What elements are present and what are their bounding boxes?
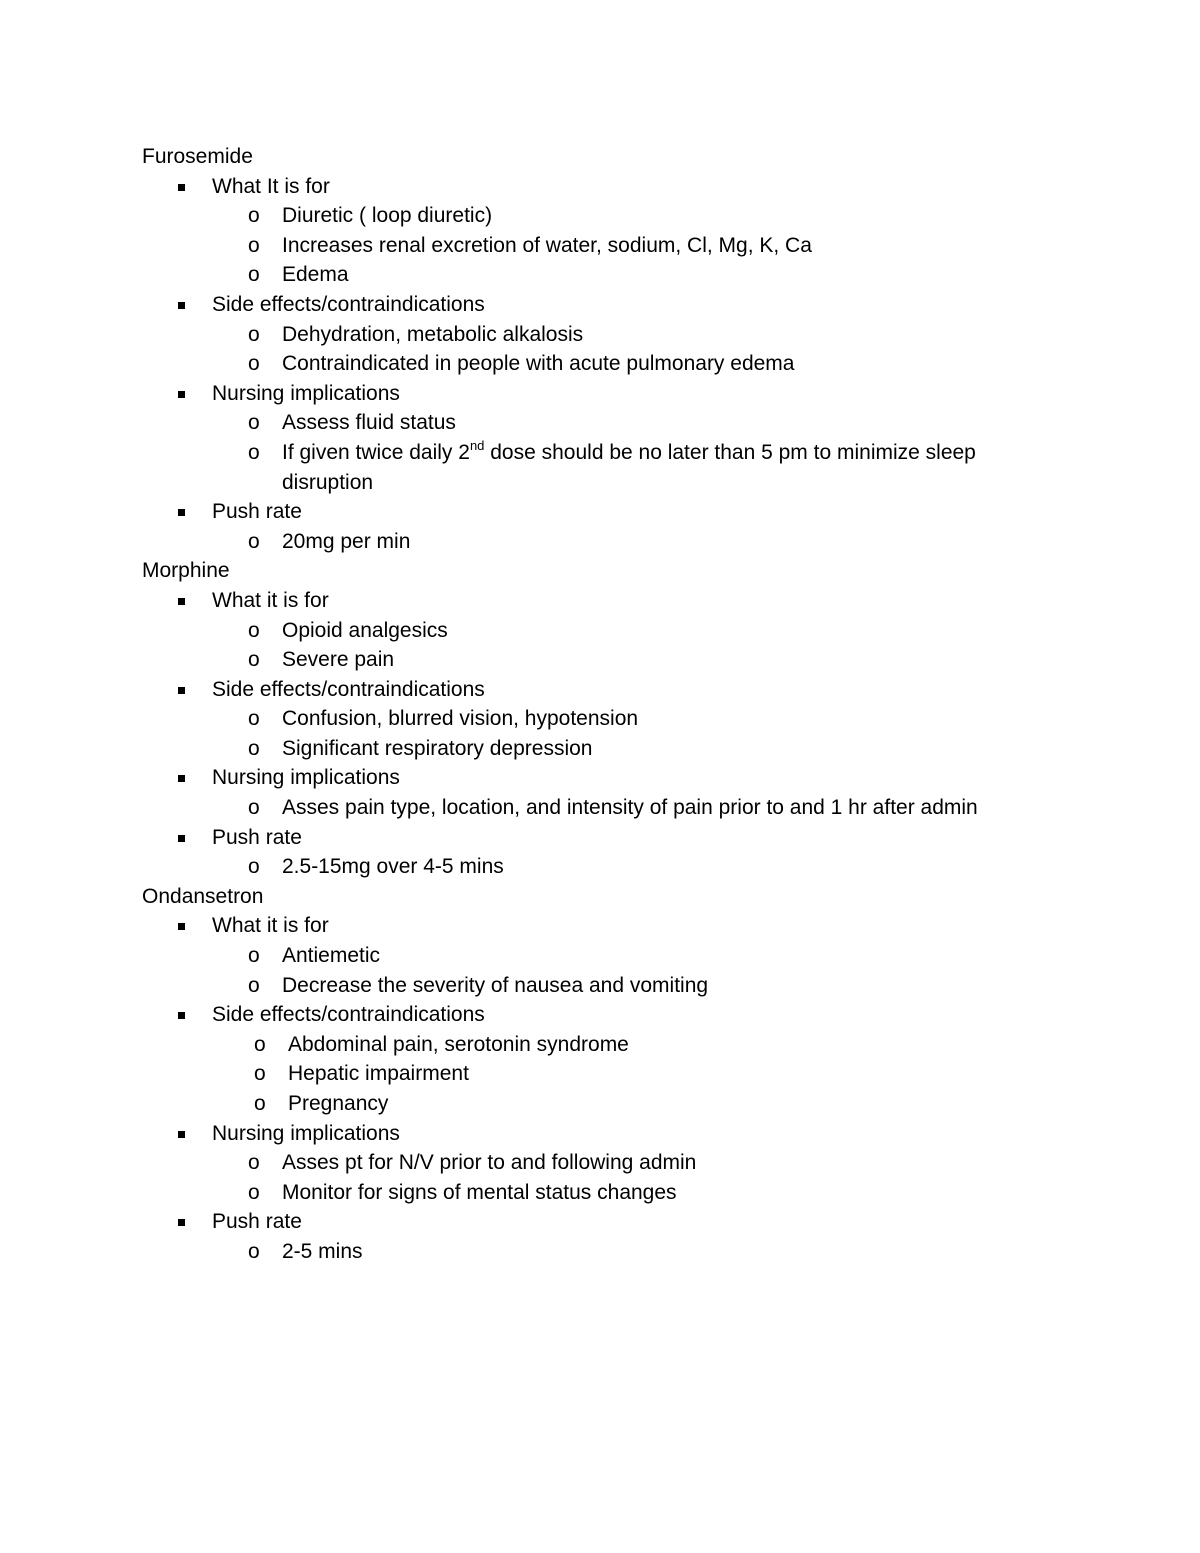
- square-bullet-icon: [178, 687, 185, 694]
- list-item: o 20mg per min: [142, 527, 1102, 557]
- list-item: o Edema: [142, 260, 1102, 290]
- circle-bullet-icon: o: [248, 1180, 260, 1204]
- circle-bullet-icon: o: [248, 1239, 260, 1263]
- list-item: o Severe pain: [142, 645, 1102, 675]
- list-item: o Antiemetic: [142, 941, 1102, 971]
- circle-bullet-icon: o: [248, 411, 260, 435]
- document-content: [142, 142, 1102, 1267]
- circle-bullet-icon: o: [248, 204, 260, 228]
- list-item: o Contraindicated in people with acute pulmonary edema: [142, 349, 1102, 379]
- list-item: o Asses pt for N/V prior to and following admin: [142, 1148, 1102, 1178]
- square-bullet-icon: [178, 923, 185, 930]
- drug-title-ondansetron: Ondansetron: [142, 884, 264, 908]
- circle-bullet-icon: o: [248, 796, 260, 820]
- circle-bullet-icon: o: [248, 944, 260, 968]
- square-bullet-icon: [178, 302, 185, 309]
- section-heading: Push rate: [142, 1207, 1102, 1237]
- drug-title-furosemide: Furosemide: [142, 145, 253, 168]
- list-item: o Pregnancy: [142, 1089, 1102, 1119]
- circle-bullet-icon: o: [248, 618, 260, 642]
- square-bullet-icon: [178, 775, 185, 782]
- square-bullet-icon: [178, 598, 185, 605]
- square-bullet-icon: [178, 1131, 185, 1138]
- circle-bullet-icon: o: [254, 1032, 266, 1056]
- circle-bullet-icon: o: [254, 1062, 266, 1086]
- square-bullet-icon: [178, 509, 185, 516]
- section-heading: Nursing implications: [142, 763, 1102, 793]
- section-heading: What It is for: [142, 172, 1102, 202]
- square-bullet-icon: [178, 184, 185, 191]
- section-heading: Nursing implications: [142, 1119, 1102, 1149]
- list-item-dose-timing: o If given twice daily 2nd dose should be no later than 5 pm to minimize sleep disruption: [248, 437, 976, 494]
- circle-bullet-icon: o: [248, 529, 260, 553]
- list-item: o 2.5-15mg over 4-5 mins: [142, 852, 1102, 882]
- list-item: o Significant respiratory depression: [142, 734, 1102, 764]
- circle-bullet-icon: o: [248, 973, 260, 997]
- circle-bullet-icon: o: [248, 1151, 260, 1175]
- section-heading: Push rate: [142, 497, 1102, 527]
- list-item: o Monitor for signs of mental status changes: [142, 1178, 1102, 1208]
- list-item: o Decrease the severity of nausea and vomiting: [142, 971, 1102, 1001]
- square-bullet-icon: [178, 391, 185, 398]
- list-item: o Hepatic impairment: [142, 1059, 1102, 1089]
- square-bullet-icon: [178, 835, 185, 842]
- circle-bullet-icon: o: [248, 855, 260, 879]
- list-item: o Dehydration, metabolic alkalosis: [142, 320, 1102, 350]
- circle-bullet-icon: o: [248, 440, 260, 464]
- list-item: o 2-5 mins: [142, 1237, 1102, 1267]
- list-item: o Diuretic ( loop diuretic): [142, 201, 1102, 231]
- list-item: o Confusion, blurred vision, hypotension: [142, 704, 1102, 734]
- section-heading: Side effects/contraindications: [142, 1000, 1102, 1030]
- section-heading: What it is for: [142, 911, 1102, 941]
- section-heading: Nursing implications: [142, 379, 1102, 409]
- list-item: o Opioid analgesics: [142, 616, 1102, 646]
- section-heading: Push rate: [142, 823, 1102, 853]
- circle-bullet-icon: o: [248, 707, 260, 731]
- circle-bullet-icon: o: [248, 352, 260, 376]
- circle-bullet-icon: o: [248, 322, 260, 346]
- circle-bullet-icon: o: [254, 1092, 266, 1115]
- circle-bullet-icon: o: [248, 233, 260, 257]
- drug-sections-morphine: [142, 586, 1102, 882]
- list-item: o Abdominal pain, serotonin syndrome: [142, 1030, 1102, 1060]
- drug-title-morphine: Morphine: [142, 559, 230, 583]
- square-bullet-icon: [178, 1219, 185, 1226]
- section-heading: Side effects/contraindications: [142, 290, 1102, 320]
- section-heading: What it is for: [142, 586, 1102, 616]
- circle-bullet-icon: o: [248, 736, 260, 760]
- drug-sections-furosemide: [142, 172, 1102, 557]
- drug-sections-ondansetron: [142, 911, 1102, 1266]
- circle-bullet-icon: o: [248, 648, 260, 672]
- list-item: o Asses pain type, location, and intensity of pain prior to and 1 hr after admin: [142, 793, 1102, 823]
- square-bullet-icon: [178, 1012, 185, 1019]
- list-item: o Assess fluid status: [142, 408, 1102, 438]
- section-heading: Side effects/contraindications: [142, 675, 1102, 705]
- list-item: o Increases renal excretion of water, sodium, Cl, Mg, K, Ca: [142, 231, 1102, 261]
- circle-bullet-icon: o: [248, 263, 260, 287]
